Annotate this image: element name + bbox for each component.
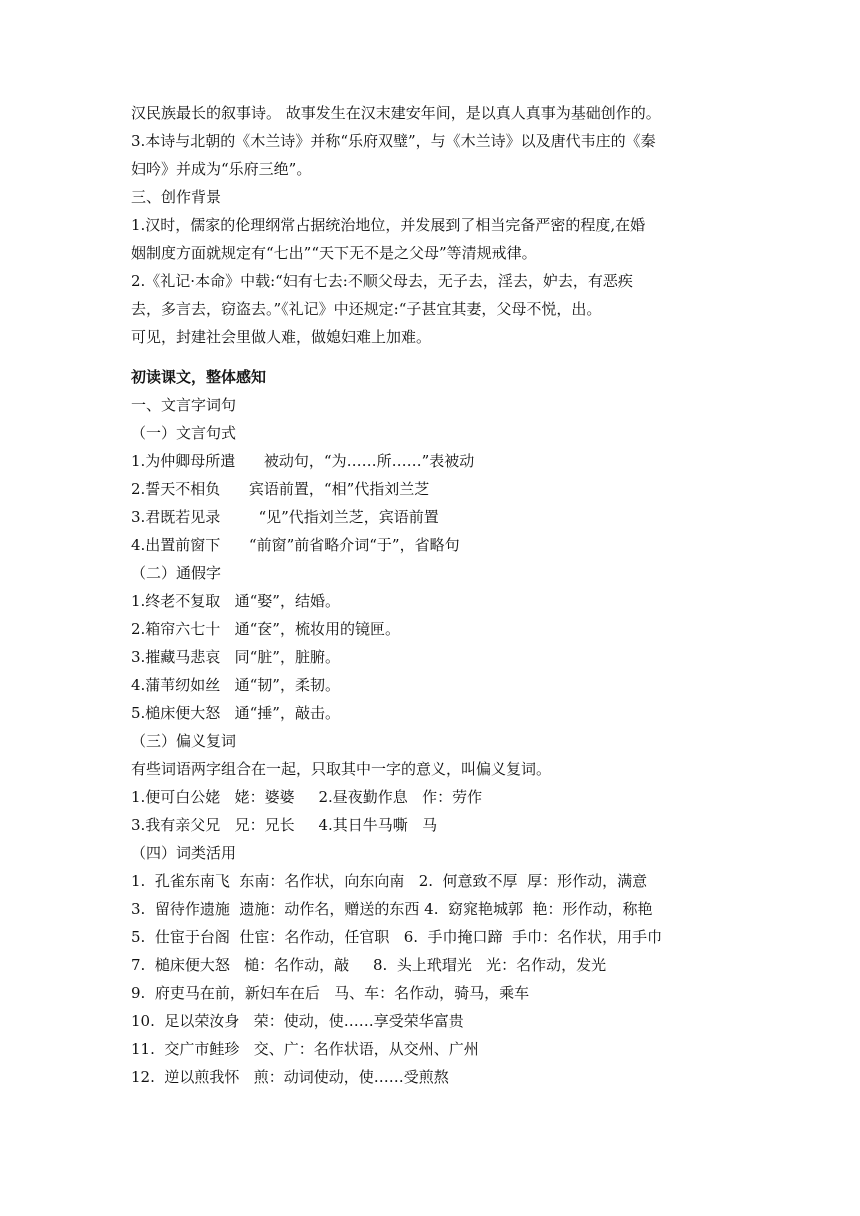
- text-line: （三）偏义复词: [131, 732, 237, 750]
- text-line: 妇吟》并成为“乐府三绝”。: [131, 160, 312, 178]
- text-line: 有些词语两字组合在一起，只取其中一字的意义，叫偏义复词。: [131, 760, 552, 778]
- text-line: 2.誓天不相负 宾语前置，“相”代指刘兰芝: [131, 480, 430, 498]
- text-line: 3.君既若见录 “见”代指刘兰芝，宾语前置: [131, 508, 439, 526]
- text-line: 1.终老不复取 通“娶”，结婚。: [131, 592, 340, 610]
- text-line: 7. 槌床便大怒 槌：名作动，敲 8. 头上玳瑁光 光：名作动，发光: [131, 956, 607, 974]
- text-line: 一、文言字词句: [131, 396, 237, 414]
- text-line: 3.本诗与北朝的《木兰诗》并称“乐府双璧”，与《木兰诗》以及唐代韦庄的《秦: [131, 132, 656, 150]
- text-line: 1.为仲卿母所遣 被动句，“为……所……”表被动: [131, 452, 475, 470]
- text-line: 11. 交广市鲑珍 交、广：名作状语，从交州、广州: [131, 1040, 479, 1058]
- text-line: 2.箱帘六七十 通“奁”，梳妆用的镜匣。: [131, 620, 400, 638]
- text-line: 12. 逆以煎我怀 煎：动词使动，使……受煎熬: [131, 1068, 449, 1086]
- text-line: 10. 足以荣汝身 荣：使动，使……享受荣华富贵: [131, 1012, 464, 1030]
- text-line: 2.《礼记·本命》中载:“妇有七去:不顺父母去，无子去，淫去，妒去，有恶疾: [131, 272, 633, 290]
- text-line: 1.汉时，儒家的伦理纲常占据统治地位，并发展到了相当完备严密的程度,在婚: [131, 216, 646, 234]
- text-line: 1. 孔雀东南飞 东南：名作状，向东向南 2. 何意致不厚 厚：形作动，满意: [131, 872, 648, 890]
- section-heading: 初读课文，整体感知: [131, 368, 267, 386]
- text-line: 汉民族最长的叙事诗。 故事发生在汉末建安年间，是以真人真事为基础创作的。: [131, 104, 661, 122]
- text-line: 1.便可白公姥 姥：婆婆 2.昼夜勤作息 作：劳作: [131, 788, 483, 806]
- text-line: 3.摧藏马悲哀 同“脏”，脏腑。: [131, 648, 340, 666]
- text-line: （二）通假字: [131, 564, 222, 582]
- text-line: 可见，封建社会里做人难，做媳妇难上加难。: [131, 328, 432, 346]
- text-line: （四）词类活用: [131, 844, 237, 862]
- text-line: 去，多言去，窃盗去。”《礼记》中还规定:“子甚宜其妻，父母不悦，出。: [131, 300, 602, 318]
- text-line: 三、创作背景: [131, 188, 222, 206]
- text-line: 3.我有亲父兄 兄：兄长 4.其日牛马嘶 马: [131, 816, 438, 834]
- text-line: 3. 留待作遗施 遗施：动作名，赠送的东西 4. 窈窕艳城郭 艳：形作动，称艳: [131, 900, 653, 918]
- text-line: 5.槌床便大怒 通“捶”，敲击。: [131, 704, 340, 722]
- text-line: 5. 仕宦于台阁 仕宦：名作动，任官职 6. 手巾掩口蹄 手巾：名作状，用手巾: [131, 928, 663, 946]
- text-line: 4.出置前窗下 “前窗”前省略介词“于”，省略句: [131, 536, 460, 554]
- text-line: 姻制度方面就规定有“七出”“天下无不是之父母”等清规戒律。: [131, 244, 537, 262]
- text-line: （一）文言句式: [131, 424, 237, 442]
- text-line: 9. 府吏马在前，新妇车在后 马、车：名作动，骑马，乘车: [131, 984, 530, 1002]
- text-line: 4.蒲苇纫如丝 通“韧”，柔韧。: [131, 676, 340, 694]
